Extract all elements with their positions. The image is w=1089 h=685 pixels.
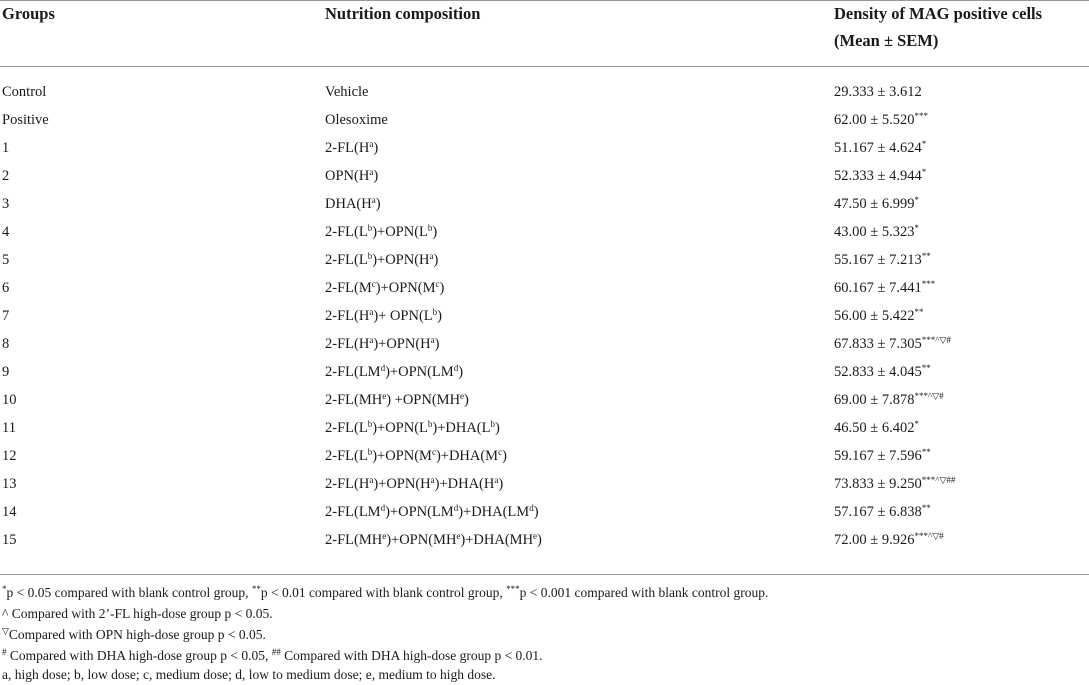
group-cell: 12 xyxy=(2,448,17,464)
composition-cell xyxy=(325,470,503,498)
footnote-text: p < 0.01 compared with blank control group, xyxy=(260,585,507,600)
table-row xyxy=(0,526,1089,554)
density-value: 55.167 ± 7.213 xyxy=(834,252,922,268)
table-row xyxy=(0,414,1089,442)
density-cell xyxy=(834,358,931,386)
table-row xyxy=(0,386,1089,414)
density-cell xyxy=(834,470,955,498)
density-cell xyxy=(834,218,919,246)
dose-superscript: c xyxy=(435,279,440,289)
density-cell xyxy=(834,414,919,442)
dose-superscript: c xyxy=(431,447,436,457)
composition-text: 2-FL(MH xyxy=(325,392,383,408)
composition-text: )+OPN(MH xyxy=(386,532,457,548)
density-value: 51.167 ± 4.624 xyxy=(834,140,922,156)
footnote-marker: ** xyxy=(251,584,261,594)
composition-text: 2-FL(M xyxy=(325,280,372,296)
composition-text: ) xyxy=(502,448,507,464)
footnote-dose-legend xyxy=(2,665,495,685)
header-density-line2: (Mean ± SEM) xyxy=(834,31,939,50)
significance-marker: * xyxy=(914,223,919,233)
dose-superscript: a xyxy=(369,475,374,485)
significance-marker: ***^▽# xyxy=(921,335,951,345)
significance-marker: ***^▽# xyxy=(914,391,944,401)
group-cell: 8 xyxy=(2,336,10,352)
composition-text: )+OPN(L xyxy=(372,224,428,240)
density-cell xyxy=(834,162,926,190)
dose-superscript: b xyxy=(432,307,438,317)
composition-text: 2-FL(H xyxy=(325,140,370,156)
composition-text: 2-FL(H xyxy=(325,308,370,324)
significance-marker: ** xyxy=(914,307,924,317)
composition-cell xyxy=(325,134,378,162)
composition-text: ) xyxy=(464,392,469,408)
composition-cell xyxy=(325,246,438,274)
composition-cell xyxy=(325,330,439,358)
dose-superscript: a xyxy=(494,475,499,485)
group-cell: 1 xyxy=(2,140,10,156)
significance-marker: * xyxy=(914,195,919,205)
dose-superscript: c xyxy=(498,447,503,457)
group-cell: 3 xyxy=(2,196,10,212)
density-cell xyxy=(834,526,944,554)
density-cell xyxy=(834,274,935,302)
composition-text: 2-FL(H xyxy=(325,336,370,352)
significance-marker: *** xyxy=(914,111,928,121)
footnote-opn xyxy=(2,625,266,645)
dose-superscript: d xyxy=(380,503,386,513)
composition-cell xyxy=(325,386,469,414)
composition-text: ) xyxy=(375,196,381,212)
density-value: 73.833 ± 9.250 xyxy=(834,476,922,492)
dose-superscript: a xyxy=(369,167,374,177)
group-cell: 2 xyxy=(2,168,10,184)
composition-text: ) xyxy=(495,420,500,436)
composition-text: )+DHA(LM xyxy=(458,504,530,520)
group-cell: 14 xyxy=(2,504,17,520)
density-cell xyxy=(834,246,931,274)
composition-text: OPN(H xyxy=(325,168,370,184)
significance-marker: ***^▽## xyxy=(921,475,956,485)
footnote-2fl xyxy=(2,604,273,624)
group-cell: 10 xyxy=(2,392,17,408)
footnote-marker: # xyxy=(2,647,7,657)
dose-superscript: a xyxy=(429,251,434,261)
significance-marker: ** xyxy=(921,363,931,373)
group-cell: 5 xyxy=(2,252,10,268)
composition-text: )+OPN(M xyxy=(375,280,436,296)
composition-cell xyxy=(325,526,542,554)
composition-text: ) +OPN(MH xyxy=(386,392,461,408)
dose-superscript: e xyxy=(456,531,461,541)
dose-superscript: b xyxy=(367,447,373,457)
density-value: 62.00 ± 5.520 xyxy=(834,112,915,128)
composition-cell xyxy=(325,414,500,442)
footnote-marker: ^ xyxy=(2,606,9,621)
table-row xyxy=(0,162,1089,190)
dose-superscript: e xyxy=(382,531,387,541)
composition-text: ) xyxy=(373,140,379,156)
density-value: 47.50 ± 6.999 xyxy=(834,196,915,212)
composition-text: 2-FL(L xyxy=(325,448,368,464)
dose-superscript: d xyxy=(453,363,459,373)
composition-cell xyxy=(325,190,381,218)
dose-superscript: d xyxy=(453,503,459,513)
dose-superscript: a xyxy=(430,475,435,485)
composition-text: )+DHA(L xyxy=(432,420,491,436)
dose-superscript: b xyxy=(427,223,433,233)
bottom-rule xyxy=(0,574,1089,575)
dose-superscript: a xyxy=(371,195,376,205)
composition-text: )+DHA(H xyxy=(434,476,495,492)
density-cell xyxy=(834,134,926,162)
table-row xyxy=(0,302,1089,330)
composition-text: )+OPN(M xyxy=(372,448,432,464)
dose-superscript: b xyxy=(427,419,433,429)
table-row xyxy=(0,246,1089,274)
significance-marker: * xyxy=(914,419,919,429)
significance-marker: ** xyxy=(921,447,931,457)
group-cell: 7 xyxy=(2,308,10,324)
footnote-marker: *** xyxy=(506,584,520,594)
density-value: 59.167 ± 7.596 xyxy=(834,448,922,464)
group-cell: 4 xyxy=(2,224,10,240)
dose-superscript: b xyxy=(367,251,373,261)
dose-superscript: b xyxy=(367,223,373,233)
group-cell: Control xyxy=(2,84,47,100)
dose-superscript: e xyxy=(460,391,465,401)
composition-text: 2-FL(L xyxy=(325,420,368,436)
composition-text: ) xyxy=(439,280,445,296)
significance-marker: * xyxy=(921,167,927,177)
composition-cell xyxy=(325,162,378,190)
composition-text: )+OPN(LM xyxy=(385,504,454,520)
header-rule xyxy=(0,66,1089,67)
group-cell: 9 xyxy=(2,364,10,380)
header-groups: Groups xyxy=(2,4,55,23)
footnote-marker: ## xyxy=(271,647,281,657)
table-row xyxy=(0,78,1089,106)
density-cell xyxy=(834,190,919,218)
dose-superscript: a xyxy=(369,335,374,345)
dose-superscript: b xyxy=(367,419,373,429)
density-cell xyxy=(834,78,922,106)
footnote-text: p < 0.001 compared with blank control group. xyxy=(519,585,769,600)
composition-cell xyxy=(325,274,444,302)
composition-text: ) xyxy=(432,224,438,240)
group-cell: Positive xyxy=(2,112,49,128)
header-density-line1: Density of MAG positive cells xyxy=(834,4,1043,23)
composition-text: Olesoxime xyxy=(325,112,388,128)
dose-superscript: a xyxy=(369,139,374,149)
density-value: 72.00 ± 9.926 xyxy=(834,532,915,548)
density-value: 29.333 ± 3.612 xyxy=(834,84,922,100)
group-cell: 15 xyxy=(2,532,17,548)
composition-text: )+OPN(LM xyxy=(385,364,454,380)
group-cell: 6 xyxy=(2,280,10,296)
composition-text: ) xyxy=(498,476,504,492)
significance-marker: *** xyxy=(921,279,936,289)
density-cell xyxy=(834,386,944,414)
footnote-marker: * xyxy=(2,584,7,594)
composition-text: 2-FL(LM xyxy=(325,504,381,520)
dose-superscript: a xyxy=(369,307,374,317)
composition-text: )+OPN(L xyxy=(372,420,428,436)
composition-cell xyxy=(325,78,368,106)
composition-text: )+DHA(MH xyxy=(460,532,534,548)
composition-text: )+OPN(H xyxy=(373,336,431,352)
footnote-text: a, high dose; b, low dose; c, medium dose; d, low to medium dose; e, medium to high dose. xyxy=(2,667,496,682)
header-nutrition: Nutrition composition xyxy=(325,4,481,23)
table-row xyxy=(0,358,1089,386)
composition-cell xyxy=(325,218,437,246)
composition-cell xyxy=(325,106,388,134)
composition-text: 2-FL(L xyxy=(325,252,368,268)
density-value: 43.00 ± 5.323 xyxy=(834,224,915,240)
dose-superscript: d xyxy=(380,363,386,373)
composition-text: DHA(H xyxy=(325,196,372,212)
composition-text: 2-FL(L xyxy=(325,224,368,240)
table-row xyxy=(0,190,1089,218)
table-row xyxy=(0,134,1089,162)
composition-text: )+ OPN(L xyxy=(373,308,433,324)
dose-superscript: a xyxy=(430,335,435,345)
density-value: 52.833 ± 4.045 xyxy=(834,364,922,380)
group-cell: 11 xyxy=(2,420,16,436)
composition-cell xyxy=(325,442,507,470)
composition-text: )+OPN(H xyxy=(373,476,431,492)
density-value: 46.50 ± 6.402 xyxy=(834,420,915,436)
composition-text: ) xyxy=(458,364,464,380)
table-row xyxy=(0,498,1089,526)
composition-text: )+OPN(H xyxy=(372,252,430,268)
dose-superscript: d xyxy=(529,503,534,513)
composition-text: 2-FL(H xyxy=(325,476,370,492)
significance-marker: ** xyxy=(921,251,931,261)
density-value: 56.00 ± 5.422 xyxy=(834,308,915,324)
footnote-marker: ▽ xyxy=(2,626,9,636)
significance-marker: ** xyxy=(921,503,931,513)
composition-text: Vehicle xyxy=(325,84,369,100)
density-value: 57.167 ± 6.838 xyxy=(834,504,922,520)
footnote-text: Compared with DHA high-dose group p < 0.01. xyxy=(280,648,543,663)
composition-text: ) xyxy=(434,336,440,352)
composition-text: ) xyxy=(533,504,539,520)
dose-superscript: e xyxy=(382,391,387,401)
table-row xyxy=(0,470,1089,498)
composition-text: ) xyxy=(373,168,379,184)
density-cell xyxy=(834,498,931,526)
table-row xyxy=(0,442,1089,470)
table-row xyxy=(0,330,1089,358)
composition-cell xyxy=(325,358,463,386)
table-row xyxy=(0,274,1089,302)
density-value: 69.00 ± 7.878 xyxy=(834,392,915,408)
density-value: 52.333 ± 4.944 xyxy=(834,168,922,184)
footnote-text: Compared with 2’-FL high-dose group p < 0.05. xyxy=(8,606,273,621)
density-cell xyxy=(834,106,928,134)
footnote-text: p < 0.05 compared with blank control group, xyxy=(6,585,252,600)
dose-superscript: b xyxy=(490,419,495,429)
density-value: 67.833 ± 7.305 xyxy=(834,336,922,352)
density-cell xyxy=(834,302,923,330)
composition-text: ) xyxy=(537,532,542,548)
density-value: 60.167 ± 7.441 xyxy=(834,280,922,296)
composition-text: ) xyxy=(437,308,442,324)
significance-marker: ***^▽# xyxy=(914,531,944,541)
table-row xyxy=(0,106,1089,134)
composition-text: 2-FL(LM xyxy=(325,364,381,380)
footnote-significance xyxy=(2,583,768,603)
dose-superscript: c xyxy=(371,279,376,289)
composition-text: )+DHA(M xyxy=(435,448,499,464)
significance-marker: * xyxy=(921,139,927,149)
density-cell xyxy=(834,330,951,358)
composition-text: 2-FL(MH xyxy=(325,532,383,548)
density-cell xyxy=(834,442,931,470)
composition-text: ) xyxy=(433,252,439,268)
composition-cell xyxy=(325,302,442,330)
group-cell: 13 xyxy=(2,476,17,492)
composition-cell xyxy=(325,498,539,526)
dose-superscript: e xyxy=(533,531,538,541)
table-row xyxy=(0,218,1089,246)
footnote-text: Compared with OPN high-dose group p < 0.05. xyxy=(8,627,266,642)
footnote-dha xyxy=(2,646,543,666)
footnote-text: Compared with DHA high-dose group p < 0.05, xyxy=(6,648,272,663)
